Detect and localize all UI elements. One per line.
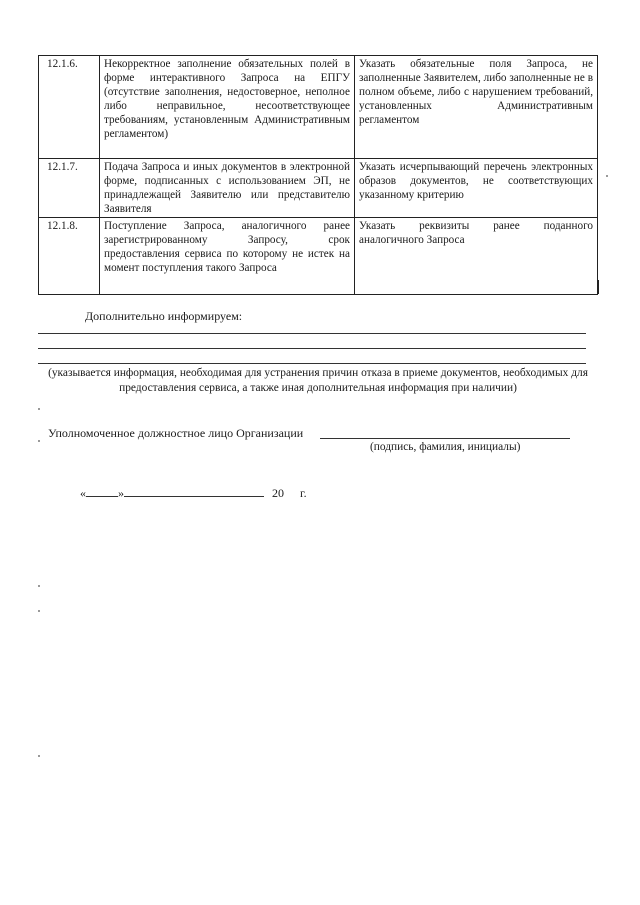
signature-line <box>320 438 570 439</box>
signature-hint: (подпись, фамилия, инициалы) <box>370 441 521 453</box>
authorized-official-label: Уполномоченное должностное лицо Организации <box>48 426 304 440</box>
date-quote-close: » <box>118 486 124 500</box>
table-row <box>39 218 598 295</box>
scan-speck <box>38 440 40 442</box>
table-row <box>39 56 598 159</box>
refusal-reason: Подача Запроса и иных документов в электронной форме, подписанных с использованием ЭП, не принадлежащей Заявителю или представителю Заявителя <box>100 159 355 218</box>
date-day-blank <box>86 485 118 497</box>
required-action: Указать реквизиты ранее поданного аналогичного Запроса <box>355 218 598 295</box>
scan-speck <box>38 610 40 612</box>
refusal-reasons-table <box>38 55 598 295</box>
scan-speck <box>606 175 608 177</box>
scan-speck <box>38 408 40 410</box>
table-row <box>39 159 598 218</box>
date-suffix: г. <box>300 486 307 500</box>
date-quote-open: « <box>80 486 86 500</box>
row-number: 12.1.6. <box>39 56 100 159</box>
date-year: 20 <box>272 486 284 500</box>
additional-info-hint: (указывается информация, необходимая для устранения причин отказа в приеме документов, необходимых для предоставления сервиса, а также иная дополнительная информация при наличии) <box>48 367 588 394</box>
row-number: 12.1.7. <box>39 159 100 218</box>
date-field <box>80 485 307 501</box>
scan-speck <box>38 585 40 587</box>
refusal-reason: Поступление Запроса, аналогичного ранее зарегистрированному Запросу, срок предоставления сервиса по которому не истек на момент поступления такого Запроса <box>100 218 355 295</box>
fill-in-line <box>38 348 586 349</box>
required-action: Указать исчерпывающий перечень электронных образов документов, не соответствующих указанному критерию <box>355 159 598 218</box>
scan-speck <box>38 755 40 757</box>
fill-in-line <box>38 333 586 334</box>
row-number: 12.1.8. <box>39 218 100 295</box>
required-action: Указать обязательные поля Запроса, не заполненные Заявителем, либо заполненные не в полном объеме, либо с нарушением требований, установленных Административным регламентом <box>355 56 598 159</box>
additional-info-label: Дополнительно информируем: <box>85 309 243 323</box>
table-right-edge <box>598 280 599 294</box>
fill-in-line <box>38 363 586 364</box>
table-left-edge <box>38 280 39 294</box>
refusal-reason: Некорректное заполнение обязательных полей в форме интерактивного Запроса на ЕПГУ (отсутствие заполнения, недостоверное, неполное либо неправильное, несоответствующее требованиям, установленным Административным регламентом) <box>100 56 355 159</box>
date-month-blank <box>124 485 264 497</box>
